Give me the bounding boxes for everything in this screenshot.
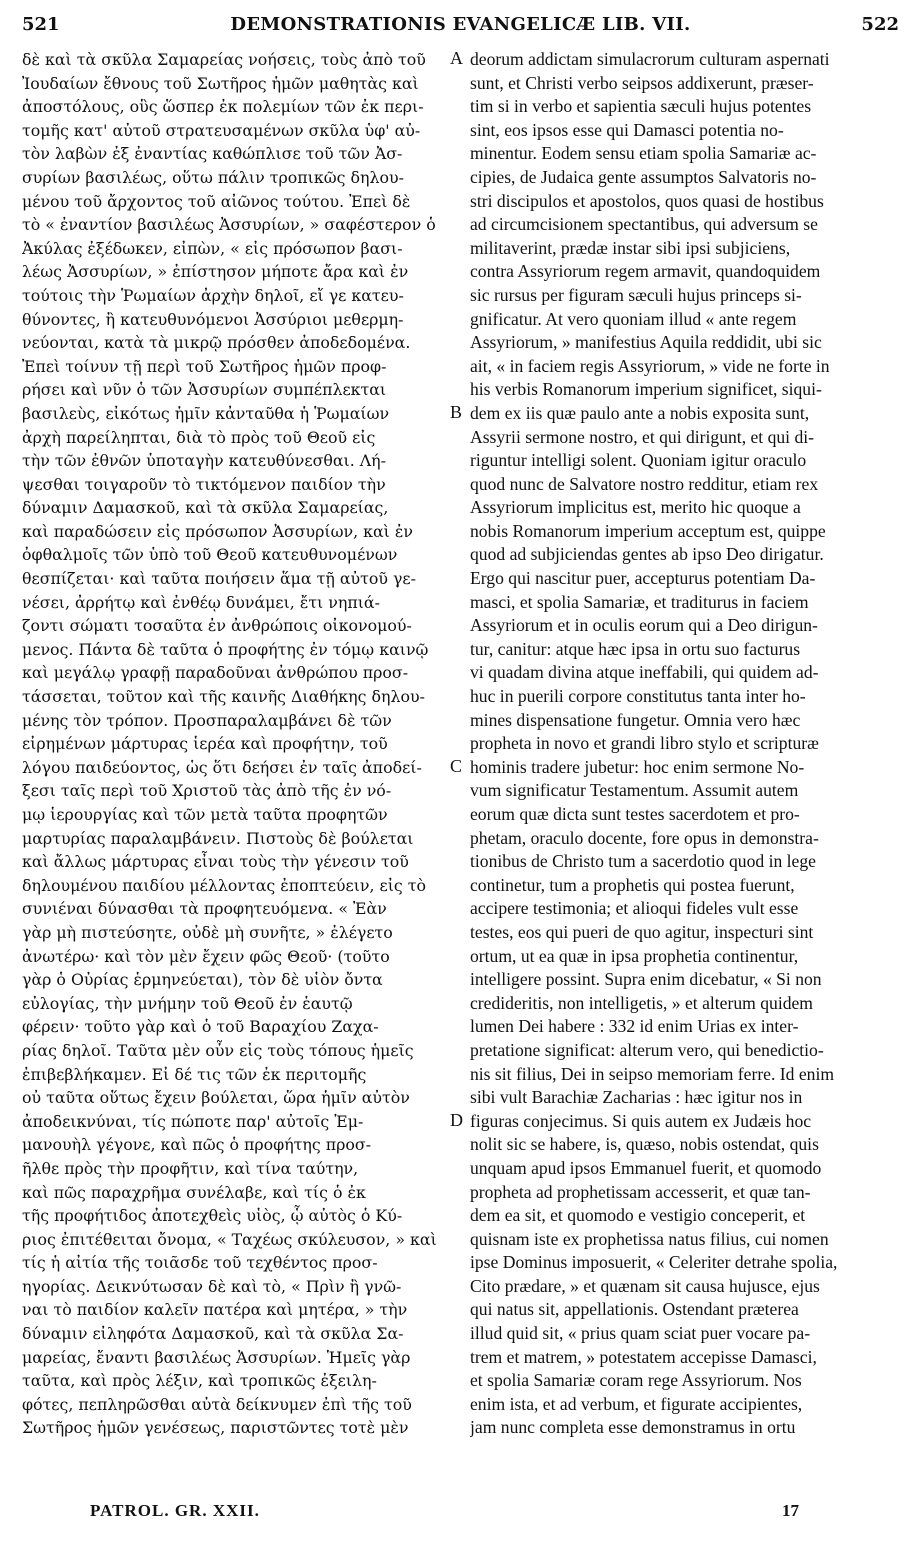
greek-line: ζοντι σώματι τοσαῦτα ἐν ἀνθρώποις οἰκονομού- bbox=[22, 616, 412, 636]
greek-line: ηγορίας. Δεικνύτωσαν δὲ καὶ τὸ, « Πρὶν ἢ γνῶ- bbox=[22, 1276, 402, 1296]
latin-line: trem et matrem, » potestatem accepisse Damasci, bbox=[470, 1346, 817, 1367]
greek-line: Σωτῆρος ἡμῶν γενέσεως, παριστῶντες τοτὲ μὲν bbox=[22, 1418, 409, 1438]
greek-line: γὰρ μὴ πιστεύσητε, οὐδὲ μὴ συνῆτε, » ἐλέγετο bbox=[22, 922, 393, 942]
latin-line: phetam, oraculo docente, fore opus in demonstra- bbox=[470, 827, 819, 848]
latin-line: propheta in novo et grandi libro stylo et scripturæ bbox=[470, 733, 819, 754]
latin-line: tim si in verbo et sapientia sæculi hujus potentes bbox=[470, 96, 812, 117]
greek-line: καὶ ἄλλως μάρτυρας εἶναι τοὺς τὴν γένεσιν τοῦ bbox=[22, 852, 409, 872]
greek-line: τὸν λαβὼν ἐξ ἐναντίας καθώπλισε τοῦ τῶν Ἀσ- bbox=[22, 144, 403, 164]
latin-line: Cito prædare, » et quænam sit causa hujusce, ejus bbox=[470, 1275, 820, 1296]
greek-line: δὲ καὶ τὰ σκῦλα Σαμαρείας νοήσεις, τοὺς ἀπὸ τοῦ bbox=[22, 50, 426, 69]
greek-line: τῆς προφήτιδος ἀποτεχθεὶς υἱὸς, ᾧ αὐτὸς ὁ Κύ- bbox=[22, 1206, 403, 1226]
latin-line: pretatione significat: alterum vero, qui benedictio- bbox=[470, 1039, 824, 1060]
running-title: DEMONSTRATIONIS EVANGELICÆ LIB. VII. bbox=[230, 14, 691, 35]
footer-signature: 17 bbox=[782, 1501, 799, 1520]
footer-series: PATROL. GR. XXII. bbox=[90, 1501, 260, 1520]
greek-line: τομῆς κατ' αὐτοῦ στρατευσαμένων σκῦλα ὑφ' αὐ- bbox=[22, 120, 421, 140]
greek-line: δύναμιν Δαμασκοῦ, καὶ τὰ σκῦλα Σαμαρείας, bbox=[22, 498, 389, 518]
latin-line: eorum quæ dicta sunt testes sacerdotem et pro- bbox=[470, 804, 800, 824]
greek-line: εἰρημένων μάρτυρας ἱερέα καὶ προφήτην, τοῦ bbox=[22, 734, 388, 754]
latin-line: Assyrii sermone nostro, et qui dirigunt, et qui di- bbox=[470, 426, 815, 447]
greek-line: μενος. Πάντα δὲ ταῦτα ὁ προφήτης ἐν τόμῳ καινῷ bbox=[22, 639, 429, 659]
latin-line: propheta ad prophetissam accesserit, et quæ tan- bbox=[470, 1181, 811, 1202]
latin-line: militaverint, prædæ instar sibi ipsi subjiciens, bbox=[470, 237, 791, 258]
latin-line: dem ea sit, et quomodo e vestigio conceperit, et bbox=[470, 1205, 806, 1226]
greek-line: Ἐπεὶ τοίνυν τῇ περὶ τοῦ Σωτῆρος ἡμῶν προφ- bbox=[22, 356, 387, 376]
latin-line: quod nunc de Salvatore nostro redditur, etiam rex bbox=[470, 473, 819, 494]
greek-line: φέρειν· τοῦτο γὰρ καὶ ὁ τοῦ Βαραχίου Ζαχα- bbox=[22, 1017, 379, 1037]
latin-line: Assyriorum et in oculis eorum qui a Deo dirigun- bbox=[470, 615, 818, 636]
greek-line: οὐ ταῦτα οὕτως ἔχειν βούλεται, ὥρα ἡμῖν αὐτὸν bbox=[22, 1088, 410, 1108]
greek-line: δύναμιν εἰληφότα Δαμασκοῦ, καὶ τὰ σκῦλα Σα- bbox=[22, 1324, 404, 1344]
latin-column bbox=[470, 48, 902, 1440]
latin-line: stri discipulos et apostolos, quos quasi de hostibus bbox=[470, 190, 824, 211]
greek-line: Ἰουδαίων ἔθνους τοῦ Σωτῆρος ἡμῶν μαθητὰς καὶ bbox=[22, 73, 419, 93]
section-letter-a: A bbox=[450, 48, 463, 68]
greek-line: ῆλθε πρὸς τὴν προφῆτιν, καὶ τίνα ταύτην, bbox=[22, 1158, 359, 1178]
latin-line: vum significatur Testamentum. Assumit autem bbox=[470, 780, 799, 801]
latin-line: deorum addictam simulacrorum culturam aspernati bbox=[470, 49, 830, 69]
greek-line: φότες, πεπληρῶσθαι αὐτὰ δείκνυμεν ἐπὶ τῆς τοῦ bbox=[22, 1394, 412, 1414]
latin-line: tionibus de Christo tum a sacerdotio quod in lege bbox=[470, 851, 816, 872]
greek-line: μανουὴλ γέγονε, καὶ πῶς ὁ προφήτης προσ- bbox=[22, 1135, 372, 1155]
greek-line: βασιλεὺς, εἰκότως ἡμῖν κἀνταῦθα ἡ Ῥωμαίων bbox=[22, 403, 390, 423]
greek-line: συρίων βασιλέως, οὕτω πάλιν τροπικῶς δηλου- bbox=[22, 167, 404, 187]
greek-line: λέως Ἀσσυρίων, » ἐπίστησον μήποτε ἄρα καὶ ἐν bbox=[22, 262, 409, 282]
latin-line: nobis Romanorum imperium acceptum est, quippe bbox=[470, 520, 826, 541]
greek-line: ρήσει καὶ νῦν ὁ τῶν Ἀσσυρίων συμπέπλεκται bbox=[22, 380, 387, 400]
greek-line: καὶ παραδώσειν εἰς πρόσωπον Ἀσσυρίων, καὶ ἐν bbox=[22, 521, 413, 541]
greek-line: ξεσι ταῖς περὶ τοῦ Χριστοῦ τὰς ἀπὸ τῆς ἐν νό- bbox=[22, 781, 392, 801]
greek-line: ἀρχὴ παρείληπται, διὰ τὸ πρὸς τοῦ Θεοῦ εἰς bbox=[22, 427, 376, 447]
greek-line: τίς ἡ αἰτία τῆς τοιᾶσδε τοῦ τεχθέντος προσ- bbox=[22, 1253, 378, 1273]
latin-line: masci, et spolia Samariæ, et traditurus in faciem bbox=[470, 591, 809, 612]
latin-line: sunt, et Christi verbo seipsos addixerunt, præser- bbox=[470, 72, 814, 93]
latin-line: sibi vult Barachiæ Zacharias : hæc igitur nos in bbox=[470, 1087, 803, 1108]
greek-line: θύνοντες, ἢ κατευθυνόμενοι Ἀσσύριοι μεθερμη- bbox=[22, 309, 404, 329]
latin-line: lumen Dei habere : 332 id enim Urias ex inter- bbox=[470, 1016, 799, 1037]
latin-line: et spolia Samariæ coram rege Assyriorum. Nos bbox=[470, 1370, 802, 1391]
latin-line: gnificatur. At vero quoniam illud « ante regem bbox=[470, 308, 797, 329]
section-letter-d: D bbox=[450, 1110, 463, 1130]
section-letter-c: C bbox=[450, 756, 463, 776]
latin-line: mines dispensatione fungetur. Omnia vero hæc bbox=[470, 709, 801, 730]
greek-column bbox=[22, 48, 444, 1440]
greek-line: καὶ μεγάλῳ γραφῇ παραδοῦναι ἀνθρώπου προσ- bbox=[22, 663, 409, 683]
latin-line: cipies, de Judaica gente assumptos Salvatoris no- bbox=[470, 166, 817, 187]
latin-line: Assyriorum implicitus est, merito hic quoque a bbox=[470, 497, 801, 518]
latin-line: Ergo qui nascitur puer, accepturus potentiam Da- bbox=[470, 568, 816, 589]
greek-line: μένης τὸν τρόπον. Προσπαραλαμβάνει δὲ τῶν bbox=[22, 710, 392, 730]
latin-line: quisnam iste ex prophetissa natus filius, cui nomen bbox=[470, 1228, 829, 1249]
greek-line: νέσει, ἀρρήτῳ καὶ ἐνθέῳ δυνάμει, ἔτι νηπιά- bbox=[22, 592, 380, 612]
greek-line: λόγου παιδεύοντος, ὡς ὅτι δεήσει ἐν ταῖς ἀποδεί- bbox=[22, 757, 422, 777]
latin-line: credideritis, non intelligetis, » et alterum quidem bbox=[470, 992, 813, 1013]
greek-line: ριος ἐπιτέθειται ὄνομα, « Ταχέως σκύλευσον, » καὶ bbox=[22, 1229, 437, 1249]
greek-line: δηλουμένου παιδίου μέλλοντας ἐποπτεύειν, εἰς τὸ bbox=[22, 875, 427, 895]
greek-line: τὸ « ἐναντίον βασιλέως Ἀσσυρίων, » σαφέστερον ὁ bbox=[22, 215, 436, 235]
latin-line: ipse Dominus imposuerit, « Celeriter detrahe spolia, bbox=[470, 1252, 838, 1273]
greek-line: ταῦτα, καὶ πρὸς λέξιν, καὶ τροπικῶς ἐξειλη- bbox=[22, 1371, 377, 1391]
latin-line: nis sit filius, Dei in seipso memoriam ferre. Id enim bbox=[470, 1063, 835, 1084]
latin-line: tur, canitur: atque hæc ipsa in ortu suo facturus bbox=[470, 638, 801, 659]
latin-line: huc in puerili corpore constitutus tanta inter ho- bbox=[470, 686, 806, 707]
greek-line: τὴν τῶν ἐθνῶν ὑποταγὴν κατευθύνεσθαι. Λή- bbox=[22, 451, 386, 471]
greek-line: μῳ ἱερουργίας καὶ τῶν μετὰ ταῦτα προφητῶν bbox=[22, 805, 388, 824]
latin-line: illud quid sit, « prius quam sciat puer vocare pa- bbox=[470, 1323, 811, 1344]
latin-line: hominis tradere jubetur: hoc enim sermone No- bbox=[470, 756, 805, 777]
greek-line: μένου τοῦ ἄρχοντος τοῦ αἰῶνος τούτου. Ἐπεὶ δὲ bbox=[22, 191, 411, 211]
latin-line: jam nunc completa esse demonstramus in ortu bbox=[470, 1417, 796, 1438]
greek-line: ἀνωτέρω· καὶ τὸν μὲν ἔχειν φῶς Θεοῦ· (τοῦτο bbox=[22, 946, 390, 966]
latin-line: accipere testimonia; et alioqui fideles vult esse bbox=[470, 898, 799, 919]
latin-line: riguntur intelligi solent. Quoniam igitur oraculo bbox=[470, 450, 807, 471]
greek-line: ἀποστόλους, οὓς ὥσπερ ἐκ πολεμίων τῶν ἐκ περι- bbox=[22, 97, 424, 117]
greek-line: συνιέναι δύνασθαι τὰ προφητευόμενα. « Ἐὰν bbox=[22, 899, 387, 919]
greek-line: ψεσθαι τοιγαροῦν τὸ τικτόμενον παιδίον τὴν bbox=[22, 474, 386, 494]
latin-line: his verbis Romanorum imperium significet, siqui- bbox=[470, 379, 822, 400]
greek-line: εὐλογίας, τὴν μνήμην τοῦ Θεοῦ ἐν ἑαυτῷ bbox=[22, 993, 353, 1013]
latin-line: intelligere possint. Supra enim dicebatur, « Si non bbox=[470, 969, 822, 990]
section-letter-b: B bbox=[450, 402, 463, 422]
latin-line: dem ex iis quæ paulo ante a nobis exposita sunt, bbox=[470, 402, 810, 423]
greek-line: καὶ πῶς παραχρῆμα συνέλαβε, καὶ τίς ὁ ἐκ bbox=[22, 1182, 366, 1202]
greek-line: τάσσεται, τοῦτον καὶ τῆς καινῆς Διαθήκης δηλου- bbox=[22, 687, 425, 707]
greek-line: γὰρ ὁ Οὐρίας ἑρμηνεύεται), τὸν δὲ υἱὸν ὄντα bbox=[22, 970, 383, 990]
latin-line: quod ad subjiciendas gentes ab ipso Deo dirigatur. bbox=[470, 544, 824, 565]
latin-line: continetur, tum a prophetis qui postea fuerunt, bbox=[470, 874, 795, 895]
greek-line: ἀποδεικνύναι, τίς πώποτε παρ' αὐτοῖς Ἐμ- bbox=[22, 1111, 364, 1131]
latin-line: unquam apud ipsos Emmanuel fuerit, et quomodo bbox=[470, 1157, 822, 1178]
latin-line: ad circumcisionem spectantibus, qui adversum se bbox=[470, 214, 818, 235]
latin-line: vi quadam divina atque ineffabili, qui quidem ad- bbox=[470, 662, 819, 683]
latin-line: qui natus sit, appellationis. Ostendant præterea bbox=[470, 1299, 799, 1320]
greek-line: ὀφθαλμοῖς τῶν ὑπὸ τοῦ Θεοῦ κατευθυνομένων bbox=[22, 545, 398, 565]
latin-line: ait, « in faciem regis Assyriorum, » vide ne forte in bbox=[470, 355, 830, 376]
greek-line: ἐπιβεβλήκαμεν. Εἰ δέ τις τῶν ἐκ περιτομῆς bbox=[22, 1064, 367, 1084]
latin-line: sic rursus per figuram sæculi hujus princeps si- bbox=[470, 284, 802, 305]
greek-line: νεύονται, κατὰ τὰ μικρῷ πρόσθεν ἀποδεδομένα. bbox=[22, 333, 411, 353]
greek-line: τούτοις τὴν Ῥωμαίων ἀρχὴν δηλοῖ, εἴ γε κατευ- bbox=[22, 285, 404, 305]
page-number-left: 521 bbox=[22, 14, 60, 35]
greek-line: Ἀκύλας ἐξέδωκεν, εἰπὼν, « εἰς πρόσωπον βασι- bbox=[22, 238, 403, 258]
latin-line: enim ista, et ad verbum, et figurate accipientes, bbox=[470, 1393, 803, 1414]
latin-line: ortum, ut ea quæ in ipsa prophetia continentur, bbox=[470, 945, 799, 966]
greek-line: ρίας δηλοῖ. Ταῦτα μὲν οὖν εἰς τοὺς τόπους ἡμεῖς bbox=[22, 1040, 414, 1060]
greek-line: μαρείας, ἔναντι βασιλέως Ἀσσυρίων. Ἡμεῖς γὰρ bbox=[22, 1347, 411, 1367]
running-header bbox=[22, 14, 899, 40]
latin-line: minentur. Eodem sensu etiam spolia Samariæ ac- bbox=[470, 143, 817, 164]
greek-line: μαρτυρίας παραλαμβάνειν. Πιστοὺς δὲ βούλεται bbox=[22, 828, 414, 848]
latin-line: contra Assyriorum regem armavit, quandoquidem bbox=[470, 261, 821, 282]
greek-line: θεσπίζεται· καὶ ταῦτα ποιήσειν ἅμα τῇ αὐτοῦ γε- bbox=[22, 569, 416, 589]
latin-line: sint, eos ipsos esse qui Damasci potentia no- bbox=[470, 119, 784, 140]
page-number-right: 522 bbox=[861, 14, 899, 35]
latin-line: Assyriorum, » manifestius Aquila reddidit, ubi sic bbox=[470, 332, 822, 353]
greek-line: ναι τὸ παιδίον καλεῖν πατέρα καὶ μητέρα, » τὴν bbox=[22, 1300, 408, 1320]
latin-line: testes, eos qui pueri de quo agitur, inspecturi sint bbox=[470, 921, 814, 942]
latin-line: figuras conjecimus. Si quis autem ex Judæis hoc bbox=[470, 1110, 812, 1131]
latin-line: nolit sic se habere, is, quæso, nobis ostendat, quis bbox=[470, 1134, 819, 1155]
